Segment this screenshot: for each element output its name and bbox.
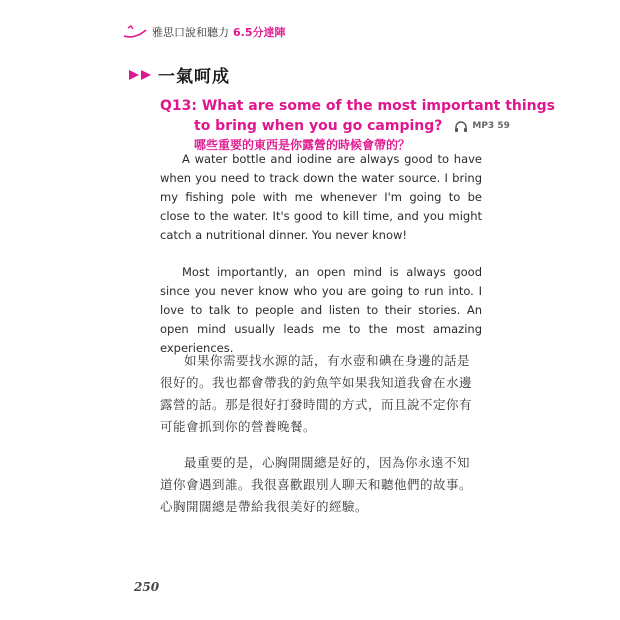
question-line-2-row [160, 116, 510, 136]
question-translation: 哪些重要的東西是你露營的時候會帶的？ [194, 138, 411, 152]
headphones-icon [454, 120, 468, 133]
running-header [122, 24, 286, 40]
page-number: 250 [134, 580, 160, 594]
section-heading [128, 62, 230, 87]
answer-en-paragraph-1: A water bottle and iodine are always good to have when you need to track down the water source. I bring my fishing pole with me whenever I'm going to be close to the water. It's good to kill time, and you might catch a nutritional dinner. You never know! [160, 152, 482, 242]
book-series-title: 雅思口說和聽力 [152, 26, 229, 39]
question-block [160, 96, 556, 154]
section-title: 一氣呵成 [158, 67, 230, 87]
double-arrow-icon [128, 69, 152, 81]
audio-track-label: MP3 59 [472, 121, 510, 131]
answer-zh-paragraph-2: 最重要的是，心胸開闊總是好的，因為你永遠不知道你會遇到誰。我很喜歡跟別人聊天和聽他們的故事。心胸開闊總是帶給我很美好的經驗。 [160, 455, 473, 514]
question-line-2: to bring when you go camping? [194, 118, 443, 134]
answer-zh-paragraph-1: 如果你需要找水源的話，有水壺和碘在身邊的話是很好的。我也都會帶我的釣魚竿如果我知道我會在水邊露營的話。那是很好打發時間的方式，而且說不定你有可能會抓到你的營養晚餐。 [160, 353, 473, 434]
book-series-tag: 6.5分達陣 [233, 26, 286, 39]
swoosh-logo-icon [122, 24, 148, 40]
answer-en-paragraph-2: Most importantly, an open mind is always good since you never know who you are going to run into. I love to talk to people and listen to their stories. An open mind usually leads me to the most amazing experiences. [160, 265, 482, 355]
audio-track-reference [454, 116, 509, 136]
question-line-1: Q13: What are some of the most important things [160, 98, 556, 114]
